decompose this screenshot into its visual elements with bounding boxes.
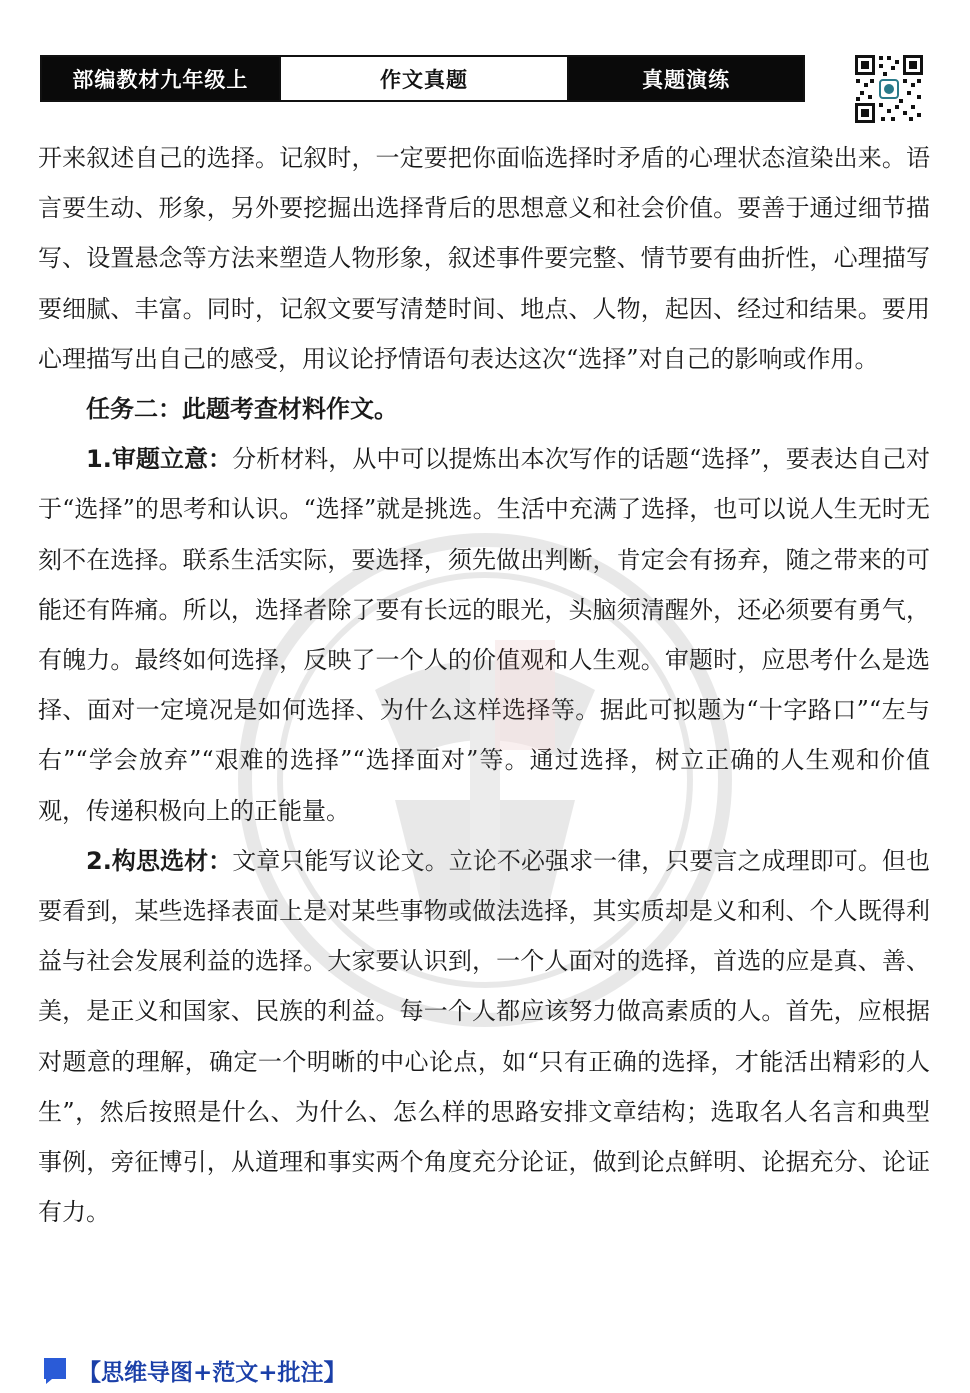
section-text-conception: 文章只能写议论文。立论不必强求一律，只要言之成理即可。但也要看到，某些选择表面上是对某些事物或做法选择，其实质却是义和利、个人既得利益与社会发展利益的选择。大家要认识到，一个人面对的选择，首选的应是真、善、美，是正义和国家、民族的利益。每一个人都应该努力做高素质的人。首先，应根据对题意的理解，确定一个明晰的中心论点，如“只有正确的选择，才能活出精彩的人生”，然后按照是什么、为什么、怎么样的思路安排文章结构；选取名人名言和典型事例，旁征博引，从道理和事实两个角度充分论证，做到论点鲜明、论据充分、论证有力。	[38, 846, 930, 1227]
paragraph-narrative: 开来叙述自己的选择。记叙时，一定要把你面临选择时矛盾的心理状态渲染出来。语言要生动、形象，另外要挖掘出选择背后的思想意义和社会价值。要善于通过细节描写、设置悬念等方法来塑造人物形象，叙述事件要完整、情节要有曲折性，心理描写要细腻、丰富。同时，记叙文要写清楚时间、地点、人物，起因、经过和结果。要用心理描写出自己的感受，用议论抒情语句表达这次“选择”对自己的影响或作用。	[38, 144, 930, 373]
section-topic-analysis	[38, 434, 930, 836]
section-label-conception: 2.构思选材：	[86, 846, 233, 875]
header-practice: 真题演练	[569, 57, 803, 100]
section-label-topic: 1.审题立意：	[86, 445, 233, 474]
article-body	[38, 133, 930, 1237]
section-text-topic: 分析材料，从中可以提炼出本次写作的话题“选择”，要表达自己对于“选择”的思考和认识。“选择”就是挑选。生活中充满了选择，也可以说人生无时无刻不在选择。联系生活实际，要选择，须先做出判断，肯定会有扬弃，随之带来的可能还有阵痛。所以，选择者除了要有长远的眼光，头脑须清醒外，还必须要有勇气，有魄力。最终如何选择，反映了一个人的价值观和人生观。审题时，应思考什么是选择、面对一定境况是如何选择、为什么这样选择等。据此可拟题为“十字路口”“左与右”“学会放弃”“艰难的选择”“选择面对”等。通过选择，树立正确的人生观和价值观，传递积极向上的正能量。	[38, 445, 930, 825]
section-conception	[38, 836, 930, 1238]
header-grade: 部编教材九年级上	[42, 57, 279, 100]
footer-label: 【思维导图+范文+批注】	[78, 1359, 347, 1386]
task-two-heading: 任务二：此题考查材料作文。	[86, 395, 398, 424]
footer-banner[interactable]	[40, 1352, 347, 1388]
bookmark-icon	[40, 1355, 70, 1385]
header-section: 作文真题	[279, 57, 569, 100]
header-bar	[40, 55, 805, 102]
qr-code-icon[interactable]	[854, 54, 924, 124]
